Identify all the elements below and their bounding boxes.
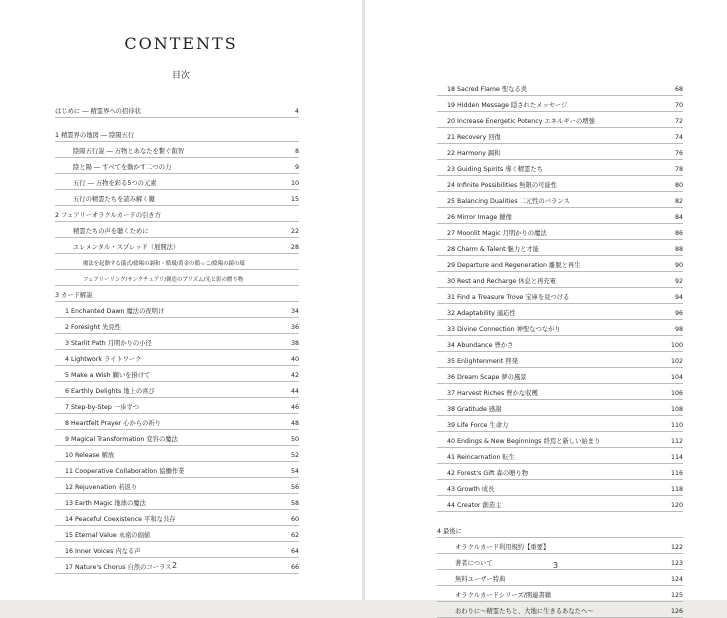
toc-entry[interactable] (55, 102, 299, 118)
toc-entry[interactable] (437, 304, 683, 320)
toc-entry-title: 10 Release 解放 (65, 452, 115, 459)
toc-entry-title: 34 Abundance 豊かさ (447, 342, 514, 349)
toc-entry[interactable] (55, 398, 299, 414)
toc-entry-title: 38 Gratitude 感謝 (447, 406, 502, 413)
toc-entry[interactable] (55, 318, 299, 334)
toc-entry-title: 18 Sacred Flame 聖なる炎 (447, 86, 528, 93)
toc-entry-title: 8 Heartfelt Prayer 心からの祈り (65, 420, 161, 427)
toc-entry-page: 15 (290, 196, 299, 203)
toc-entry-title: フェアリーリング/サンクチュアリ/創造のプリズム/光と影の贈り物 (83, 277, 244, 283)
toc-entry[interactable] (55, 206, 299, 222)
toc-entry[interactable] (55, 270, 299, 286)
toc-entry[interactable] (55, 142, 299, 158)
toc-entry[interactable] (437, 160, 683, 176)
toc-entry-page: 36 (290, 324, 299, 331)
toc-entry-title: 五行の精霊たちを読み解く鍵 (73, 196, 155, 203)
toc-entry[interactable] (55, 382, 299, 398)
toc-entry-title: 五行 ― 万物を彩る5つの元素 (73, 180, 157, 187)
toc-entry-page: 10 (290, 180, 299, 187)
toc-entry[interactable] (437, 144, 683, 160)
toc-entry-page: 64 (290, 548, 299, 555)
toc-entry-title: 2 Foresight 先見性 (65, 324, 121, 331)
toc-entry[interactable] (55, 446, 299, 462)
toc-entry[interactable] (55, 158, 299, 174)
toc-entry-title: 40 Endings & New Beginnings 終焉と新しい始まり (447, 438, 601, 445)
toc-entry-title: 12 Rejuvenation 若返り (65, 484, 138, 491)
toc-entry[interactable] (437, 272, 683, 288)
toc-entry-page: 86 (674, 230, 683, 237)
toc-entry-title: 37 Harvest Riches 豊かな収穫 (447, 390, 538, 397)
toc-entry[interactable] (55, 334, 299, 350)
toc-entry-title: 41 Reincarnation 転生 (447, 454, 516, 461)
toc-entry-page: 52 (290, 452, 299, 459)
toc-entry[interactable] (55, 526, 299, 542)
toc-entry[interactable] (55, 478, 299, 494)
toc-entry-page: 74 (674, 134, 683, 141)
contents-subtitle: 目次 (171, 71, 190, 81)
toc-entry[interactable] (437, 240, 683, 256)
toc-entry-page: 78 (674, 166, 683, 173)
toc-entry-page: 124 (670, 576, 683, 583)
toc-entry[interactable] (437, 80, 683, 96)
toc-entry-title: 3 Starlit Path 月明かりの小径 (65, 340, 152, 347)
toc-entry[interactable] (437, 432, 683, 448)
toc-entry[interactable] (437, 416, 683, 432)
toc-entry[interactable] (55, 414, 299, 430)
toc-entry[interactable] (55, 494, 299, 510)
toc-entry-title: 著者について (455, 560, 493, 567)
toc-entry-title: 11 Cooperative Collaboration 協働作業 (65, 468, 185, 475)
toc-entry[interactable] (55, 286, 299, 302)
toc-entry[interactable] (55, 510, 299, 526)
toc-entry-title: 36 Dream Scape 夢の風景 (447, 374, 527, 381)
toc-entry-page: 122 (670, 544, 683, 551)
toc-entry-title: 9 Magical Transformation 変容の魔法 (65, 436, 178, 443)
toc-entry-title: 1 Enchanted Dawn 魔法の夜明け (65, 308, 165, 315)
toc-entry[interactable] (55, 238, 299, 254)
toc-entry-page: 46 (290, 404, 299, 411)
toc-entry[interactable] (437, 256, 683, 272)
toc-entry-page: 48 (290, 420, 299, 427)
toc-entry-title: オラクルカード利用規約【重要】 (455, 544, 550, 551)
toc-entry-title: 26 Mirror Image 鏡像 (447, 214, 512, 221)
toc-entry-page: 62 (290, 532, 299, 539)
toc-entry-title: 13 Earth Magic 地球の魔法 (65, 500, 146, 507)
toc-entry-title: 27 Moonlit Magic 月明かりの魔法 (447, 230, 547, 237)
toc-list-right (437, 80, 683, 618)
toc-entry[interactable] (55, 174, 299, 190)
toc-entry-title: エレメンタル・スプレッド（展開法） (73, 244, 180, 251)
toc-entry-title: 陰と陽 ― すべてを動かす二つの力 (73, 164, 172, 171)
toc-entry[interactable] (437, 336, 683, 352)
toc-entry-title: 20 Increase Energetic Potency エネルギーの増強 (447, 118, 595, 125)
toc-entry-page: 94 (674, 294, 683, 301)
toc-entry[interactable] (437, 288, 683, 304)
toc-entry[interactable] (55, 430, 299, 446)
toc-entry-title: 14 Peaceful Coexistence 平和な共存 (65, 516, 176, 523)
toc-entry-page: 125 (670, 592, 683, 599)
toc-entry-title: 2 フェアリーオラクルカードの引き方 (55, 212, 161, 219)
toc-entry[interactable] (55, 462, 299, 478)
toc-entry-page: 108 (670, 406, 683, 413)
toc-entry-title: 15 Eternal Value 永遠の価値 (65, 532, 151, 539)
toc-entry[interactable] (437, 400, 683, 416)
toc-entry-page: 4 (294, 108, 299, 115)
toc-entry-page: 80 (674, 182, 683, 189)
toc-entry-page: 88 (674, 246, 683, 253)
toc-entry[interactable] (437, 352, 683, 368)
toc-entry-title: 16 Inner Voices 内なる声 (65, 548, 141, 555)
toc-entry-page: 44 (290, 388, 299, 395)
toc-entry-page: 106 (670, 390, 683, 397)
toc-entry-title: 29 Departure and Regeneration 離脱と再生 (447, 262, 581, 269)
left-page (0, 0, 362, 600)
toc-entry-page: 34 (290, 308, 299, 315)
toc-entry-title: 32 Adaptability 適応性 (447, 310, 516, 317)
toc-entry-title: 31 Find a Treasure Trove 宝庫を見つける (447, 294, 570, 301)
toc-entry-page: 58 (290, 500, 299, 507)
toc-entry[interactable] (55, 222, 299, 238)
toc-entry-page: 54 (290, 468, 299, 475)
toc-entry-page: 110 (670, 422, 683, 429)
toc-entry[interactable] (437, 128, 683, 144)
page-number-right: 3 (553, 561, 559, 570)
toc-entry-page: 38 (290, 340, 299, 347)
toc-entry[interactable] (437, 320, 683, 336)
toc-entry-page: 56 (290, 484, 299, 491)
toc-entry-page: 70 (674, 102, 683, 109)
toc-entry[interactable] (55, 350, 299, 366)
toc-entry-title: はじめに ― 精霊界への招待状 (55, 108, 141, 115)
toc-entry-page: 114 (670, 454, 683, 461)
toc-entry[interactable] (55, 542, 299, 558)
toc-entry-title: 39 Life Force 生命力 (447, 422, 509, 429)
toc-entry-title: 44 Creator 創造主 (447, 502, 502, 509)
toc-entry-title: 4 Lightwork ライトワーク (65, 356, 142, 363)
toc-entry-title: 24 Infinite Possibilities 無限の可能性 (447, 182, 558, 189)
toc-entry-page: 96 (674, 310, 683, 317)
toc-entry[interactable] (437, 464, 683, 480)
toc-entry[interactable] (55, 254, 299, 270)
toc-entry-page: 66 (290, 564, 299, 571)
toc-entry-title: 23 Guiding Spirits 導く精霊たち (447, 166, 543, 173)
toc-entry-page: 102 (670, 358, 683, 365)
toc-entry[interactable] (55, 302, 299, 318)
toc-list-left (55, 102, 299, 574)
toc-entry-page: 90 (674, 262, 683, 269)
toc-entry[interactable] (437, 208, 683, 224)
toc-entry[interactable] (437, 554, 683, 570)
toc-entry[interactable] (437, 368, 683, 384)
toc-entry-page: 98 (674, 326, 683, 333)
toc-entry-page: 120 (670, 502, 683, 509)
toc-entry-title: 魔法を起動する儀式/陰陽の調和・循環/黄金の循っこ/陰陽の鏡の環 (83, 261, 245, 267)
toc-entry-title: 6 Earthly Delights 地上の喜び (65, 388, 155, 395)
toc-entry-page: 22 (290, 228, 299, 235)
toc-entry-title: 43 Growth 成長 (447, 486, 495, 493)
toc-entry-page: 28 (290, 244, 299, 251)
toc-entry-title: 4 最後に (437, 528, 462, 535)
toc-entry-page: 100 (670, 342, 683, 349)
toc-entry-title: 無料ユーザー特典 (455, 576, 506, 583)
toc-entry-title: 22 Harmony 調和 (447, 150, 501, 157)
toc-entry[interactable] (437, 384, 683, 400)
contents-title: CONTENTS (124, 34, 238, 53)
toc-entry-title: 30 Rest and Recharge 休息と再充電 (447, 278, 556, 285)
toc-entry[interactable] (437, 522, 683, 538)
toc-entry-page: 112 (670, 438, 683, 445)
toc-entry[interactable] (437, 602, 683, 618)
toc-entry-title: 7 Step-by-Step 一歩ずつ (65, 404, 140, 411)
toc-entry[interactable] (437, 176, 683, 192)
toc-entry-page: 42 (290, 372, 299, 379)
page-number-left: 2 (172, 561, 178, 570)
toc-entry[interactable] (437, 496, 683, 512)
toc-entry-title: 5 Make a Wish 願いを掛けて (65, 372, 151, 379)
toc-entry[interactable] (437, 192, 683, 208)
toc-entry-title: 21 Recovery 回復 (447, 134, 501, 141)
toc-entry-page: 118 (670, 486, 683, 493)
toc-entry[interactable] (437, 480, 683, 496)
toc-entry-page: 82 (674, 198, 683, 205)
toc-entry-page: 126 (670, 608, 683, 615)
toc-entry-title: 35 Enlightenment 啓発 (447, 358, 518, 365)
toc-entry-page: 76 (674, 150, 683, 157)
toc-entry-page: 8 (294, 148, 299, 155)
toc-entry-page: 123 (670, 560, 683, 567)
toc-entry[interactable] (55, 366, 299, 382)
toc-entry[interactable] (437, 570, 683, 586)
toc-entry[interactable] (437, 96, 683, 112)
toc-entry-title: 28 Charm & Talent 魅力と才能 (447, 246, 540, 253)
toc-entry-page: 50 (290, 436, 299, 443)
toc-entry[interactable] (437, 224, 683, 240)
toc-entry-title: 33 Divine Connection 神聖なつながり (447, 326, 561, 333)
toc-entry-page: 92 (674, 278, 683, 285)
toc-entry[interactable] (437, 448, 683, 464)
toc-entry-page: 84 (674, 214, 683, 221)
toc-entry-page: 9 (294, 164, 299, 171)
toc-entry-title: 1 精霊界の地図 ― 陰陽五行 (55, 132, 135, 139)
toc-entry-page: 72 (674, 118, 683, 125)
toc-entry-title: 19 Hidden Message 隠されたメッセージ (447, 102, 568, 109)
toc-entry-title: おわりに～精霊たちと、大地に生きるあなたへ～ (455, 608, 594, 615)
toc-entry-title: オラクルカードシリーズ/関連書籍 (455, 592, 552, 599)
toc-entry[interactable] (55, 190, 299, 206)
toc-entry[interactable] (55, 126, 299, 142)
toc-entry-title: 17 Nature's Chorus 自然のコーラス (65, 564, 172, 571)
toc-entry-page: 60 (290, 516, 299, 523)
right-page (365, 0, 727, 615)
toc-entry-page: 40 (290, 356, 299, 363)
toc-entry-title: 25 Balancing Dualities 二元性のバランス (447, 198, 570, 205)
toc-entry[interactable] (437, 538, 683, 554)
toc-entry[interactable] (437, 112, 683, 128)
toc-entry-page: 68 (674, 86, 683, 93)
toc-entry-title: 陰陽五行説 ― 万物とあなたを繋ぐ叡智 (73, 148, 185, 155)
toc-entry-page: 104 (670, 374, 683, 381)
toc-entry-title: 42 Forest's Gift 森の贈り物 (447, 470, 529, 477)
toc-entry-title: 精霊たちの声を聴くために (73, 228, 149, 235)
toc-entry-page: 116 (670, 470, 683, 477)
toc-entry-title: 3 カード解説 (55, 292, 93, 299)
